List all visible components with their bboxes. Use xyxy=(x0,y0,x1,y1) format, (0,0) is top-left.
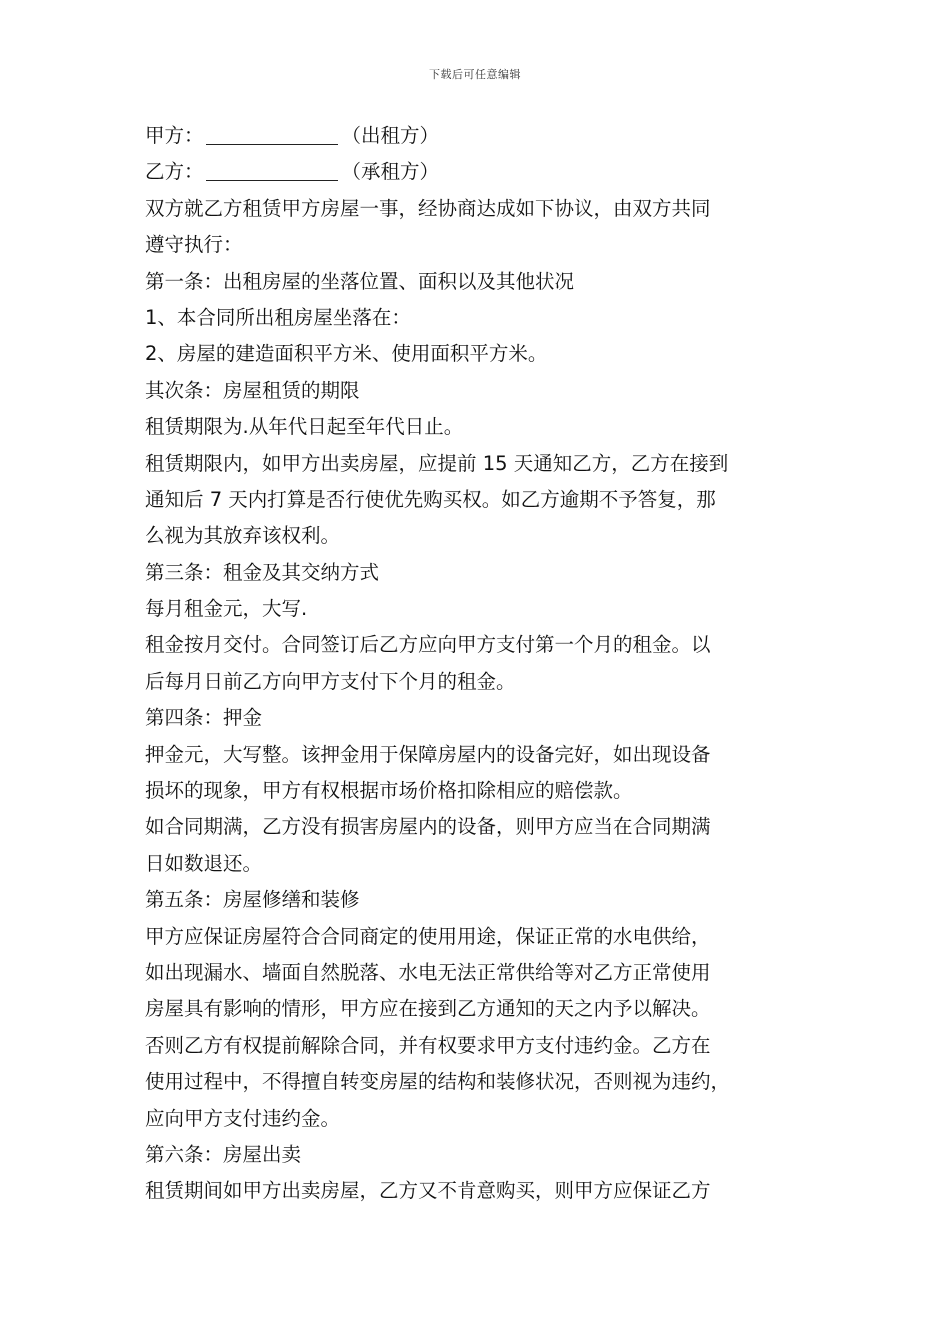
party-a-blank xyxy=(206,124,338,145)
body-line: 否则乙方有权提前解除合同，并有权要求甲方支付违约金。乙方在 xyxy=(145,1033,711,1057)
body-line: 每月租金元，大写. xyxy=(145,597,308,621)
page-header: 下载后可任意编辑 xyxy=(429,68,521,81)
body-line: 后每月日前乙方向甲方支付下个月的租金。 xyxy=(145,669,516,693)
party-b-role: （承租方） xyxy=(341,160,440,184)
body-line: 押金元，大写整。该押金用于保障房屋内的设备完好，如出现设备 xyxy=(145,742,711,766)
section-heading-6: 第六条：房屋出卖 xyxy=(145,1142,302,1166)
body-line: 如合同期满，乙方没有损害房屋内的设备，则甲方应当在合同期满 xyxy=(145,815,711,839)
section-heading-2: 其次条：房屋租赁的期限 xyxy=(145,378,360,402)
body-line: 双方就乙方租赁甲方房屋一事，经协商达成如下协议，由双方共同 xyxy=(145,196,711,220)
body-line: 房屋具有影响的情形，甲方应在接到乙方通知的天之内予以解决。 xyxy=(145,997,711,1021)
party-b-label: 乙方： xyxy=(145,160,204,184)
body-line: 2、房屋的建造面积平方米、使用面积平方米。 xyxy=(145,342,548,366)
body-line: 使用过程中，不得擅自转变房屋的结构和装修状况，否则视为违约， xyxy=(145,1070,731,1094)
section-heading-5: 第五条：房屋修缮和装修 xyxy=(145,888,360,912)
body-line: 遵守执行： xyxy=(145,233,243,257)
body-line: 租金按月交付。合同签订后乙方应向甲方支付第一个月的租金。以 xyxy=(145,633,711,657)
body-line: 日如数退还。 xyxy=(145,851,263,875)
party-a-line xyxy=(145,118,825,154)
section-heading-1: 第一条：出租房屋的坐落位置、面积以及其他状况 xyxy=(145,269,575,293)
document-body xyxy=(145,118,825,1210)
party-b-line xyxy=(145,154,825,190)
party-a-role: （出租方） xyxy=(341,124,440,147)
body-line: 1、本合同所出租房屋坐落在： xyxy=(145,305,411,329)
party-a-label: 甲方： xyxy=(145,124,204,147)
section-heading-4: 第四条：押金 xyxy=(145,706,263,730)
party-b-blank xyxy=(206,160,338,181)
body-line: 么视为其放弃该权利。 xyxy=(145,524,341,548)
body-line: 应向甲方支付违约金。 xyxy=(145,1106,341,1130)
body-line: 如出现漏水、墙面自然脱落、水电无法正常供给等对乙方正常使用 xyxy=(145,960,711,984)
body-line: 租赁期限为.从年代日起至年代日止。 xyxy=(145,415,464,439)
body-line: 租赁期限内，如甲方出卖房屋，应提前 15 天通知乙方，乙方在接到 xyxy=(145,451,729,475)
body-line: 通知后 7 天内打算是否行使优先购买权。如乙方逾期不予答复，那 xyxy=(145,487,716,511)
body-line: 甲方应保证房屋符合合同商定的使用用途，保证正常的水电供给， xyxy=(145,924,711,948)
body-line: 租赁期间如甲方出卖房屋，乙方又不肯意购买，则甲方应保证乙方 xyxy=(145,1179,711,1203)
section-heading-3: 第三条：租金及其交纳方式 xyxy=(145,560,380,584)
body-line: 损坏的现象，甲方有权根据市场价格扣除相应的赔偿款。 xyxy=(145,779,633,803)
